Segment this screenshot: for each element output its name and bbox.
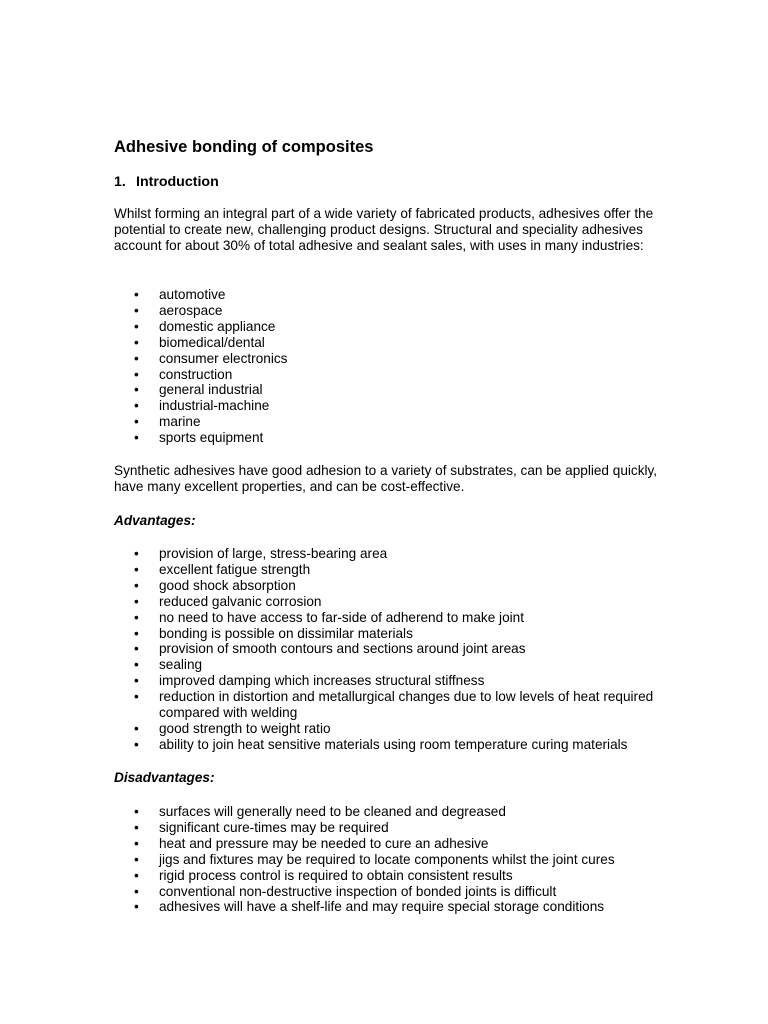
list-item: • sports equipment xyxy=(114,430,674,446)
list-item: • consumer electronics xyxy=(114,351,674,367)
list-item: • reduction in distortion and metallurgical changes due to low levels of heat required compared with welding xyxy=(114,689,674,721)
list-item: • industrial-machine xyxy=(114,398,674,414)
list-item: • ability to join heat sensitive materials using room temperature curing materials xyxy=(114,737,674,753)
list-item: • heat and pressure may be needed to cure an adhesive xyxy=(114,836,674,852)
section-title: Introduction xyxy=(136,174,219,190)
list-item: • no need to have access to far-side of adherend to make joint xyxy=(114,610,674,626)
section-number: 1. xyxy=(114,174,126,190)
disadvantages-heading: Disadvantages: xyxy=(114,770,215,785)
list-item: • provision of smooth contours and sections around joint areas xyxy=(114,641,674,657)
list-item: • adhesives will have a shelf-life and may require special storage conditions xyxy=(114,899,674,915)
list-item: • sealing xyxy=(114,657,674,673)
list-item: • biomedical/dental xyxy=(114,335,674,351)
list-item: • reduced galvanic corrosion xyxy=(114,594,674,610)
section-heading xyxy=(114,173,219,191)
list-item: • aerospace xyxy=(114,303,674,319)
list-item: • good shock absorption xyxy=(114,578,674,594)
list-item: • general industrial xyxy=(114,382,674,398)
document-title: Adhesive bonding of composites xyxy=(114,138,374,156)
list-item: • significant cure-times may be required xyxy=(114,820,674,836)
list-item: • marine xyxy=(114,414,674,430)
list-item: • provision of large, stress-bearing area xyxy=(114,546,674,562)
list-item: • automotive xyxy=(114,287,674,303)
list-item: • conventional non-destructive inspection of bonded joints is difficult xyxy=(114,884,674,900)
synthetic-paragraph: Synthetic adhesives have good adhesion to a variety of substrates, can be applied quickly, have many excellent properties, and can be cost-effective. xyxy=(114,463,658,494)
intro-paragraph: Whilst forming an integral part of a wide variety of fabricated products, adhesives offer the potential to create new, challenging product designs. Structural and speciality adhesives account for about 30% of total adhesive and sealant sales, with uses in many industries: xyxy=(114,206,654,253)
list-item: • improved damping which increases structural stiffness xyxy=(114,673,674,689)
list-item: • domestic appliance xyxy=(114,319,674,335)
list-item: • surfaces will generally need to be cleaned and degreased xyxy=(114,804,674,820)
advantages-heading: Advantages: xyxy=(114,513,196,528)
list-item: • good strength to weight ratio xyxy=(114,721,674,737)
industries-list xyxy=(114,287,674,446)
list-item: • bonding is possible on dissimilar materials xyxy=(114,626,674,642)
list-item: • construction xyxy=(114,367,674,383)
advantages-list xyxy=(114,546,674,753)
list-item: • rigid process control is required to obtain consistent results xyxy=(114,868,674,884)
list-item: • jigs and fixtures may be required to locate components whilst the joint cures xyxy=(114,852,674,868)
list-item: • excellent fatigue strength xyxy=(114,562,674,578)
disadvantages-list xyxy=(114,804,674,915)
